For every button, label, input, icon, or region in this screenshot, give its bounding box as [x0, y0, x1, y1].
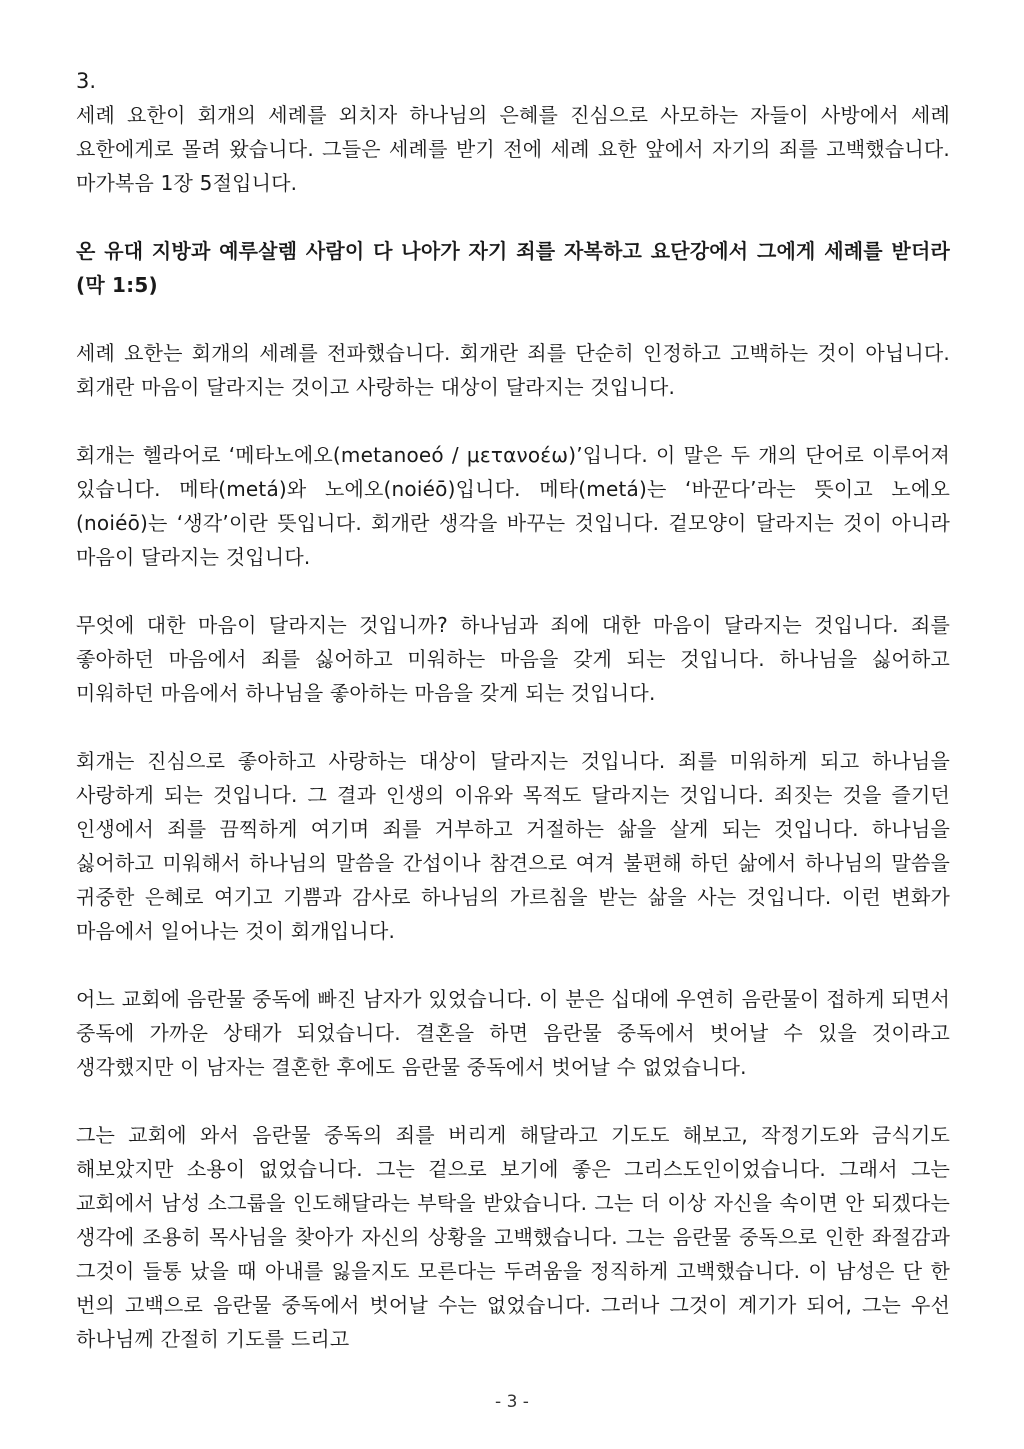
section-number: 3. [76, 69, 97, 93]
page-number: - 3 - [495, 1392, 529, 1412]
scripture-quote: 온 유대 지방과 예루살렘 사람이 다 나아가 자기 죄를 자복하고 요단강에서 그에게 세례를 받더라 (막 1:5) [76, 239, 950, 297]
paragraph-greek-meaning: 회개는 헬라어로 ‘메타노에오(metanoeó / μετανοέω)’입니다. 이 말은 두 개의 단어로 이루어져 있습니다. 메타(metá)와 노에오(noiéō)입니다. 메타(metá)는 ‘바꾼다’라는 뜻이고 노에오(noiéō)는 ‘생각’이란 뜻입니다. 회개란 생각을 바꾸는 것입니다. 겉모양이 달라지는 것이 아니라 마음이 달라지는 것입니다. [76, 443, 950, 569]
paragraph-story-intro: 어느 교회에 음란물 중독에 빠진 남자가 있었습니다. 이 분은 십대에 우연히 음란물이 접하게 되면서 중독에 가까운 상태가 되었습니다. 결혼을 하면 음란물 중독에서 벗어날 수 있을 것이라고 생각했지만 이 남자는 결혼한 후에도 음란물 중독에서 벗어날 수 없었습니다. [76, 987, 950, 1079]
paragraph-change-of-love: 회개는 진심으로 좋아하고 사랑하는 대상이 달라지는 것입니다. 죄를 미워하게 되고 하나님을 사랑하게 되는 것입니다. 그 결과 인생의 이유와 목적도 달라지는 것입니다. 죄짓는 것을 즐기던 인생에서 죄를 끔찍하게 여기며 죄를 거부하고 거절하는 삶을 살게 되는 것입니다. 하나님을 싫어하고 미워해서 하나님의 말씀을 간섭이나 참견으로 여겨 불편해 하던 삶에서 하나님의 말씀을 귀중한 은혜로 여기고 기쁨과 감사로 하나님의 가르침을 받는 삶을 사는 것입니다. 이런 변화가 마음에서 일어나는 것이 회개입니다. [76, 749, 950, 943]
paragraph-change-of-heart: 무엇에 대한 마음이 달라지는 것입니까? 하나님과 죄에 대한 마음이 달라지는 것입니다. 죄를 좋아하던 마음에서 죄를 싫어하고 미워하는 마음을 갖게 되는 것입니다. 하나님을 싫어하고 미워하던 마음에서 하나님을 좋아하는 마음을 갖게 되는 것입니다. [76, 613, 950, 705]
paragraph-intro: 세례 요한이 회개의 세례를 외치자 하나님의 은혜를 진심으로 사모하는 자들이 사방에서 세례 요한에게로 몰려 왔습니다. 그들은 세례를 받기 전에 세례 요한 앞에서 자기의 죄를 고백했습니다. 마가복음 1장 5절입니다. [76, 103, 950, 195]
paragraph-repentance-definition: 세례 요한는 회개의 세례를 전파했습니다. 회개란 죄를 단순히 인정하고 고백하는 것이 아닙니다. 회개란 마음이 달라지는 것이고 사랑하는 대상이 달라지는 것입니다. [76, 341, 950, 399]
paragraph-story-confession: 그는 교회에 와서 음란물 중독의 죄를 버리게 해달라고 기도도 해보고, 작정기도와 금식기도 해보았지만 소용이 없었습니다. 그는 겉으로 보기에 좋은 그리스도인이었습니다. 그래서 그는 교회에서 남성 소그룹을 인도해달라는 부탁을 받았습니다. 그는 더 이상 자신을 속이면 안 되겠다는 생각에 조용히 목사님을 찾아가 자신의 상황을 고백했습니다. 그는 음란물 중독으로 인한 좌절감과 그것이 들통 났을 때 아내를 잃을지도 모른다는 두려움을 정직하게 고백했습니다. 이 남성은 단 한 번의 고백으로 음란물 중독에서 벗어날 수는 없었습니다. 그러나 그것이 계기가 되어, 그는 우선 하나님께 간절히 기도를 드리고 [76, 1123, 950, 1351]
